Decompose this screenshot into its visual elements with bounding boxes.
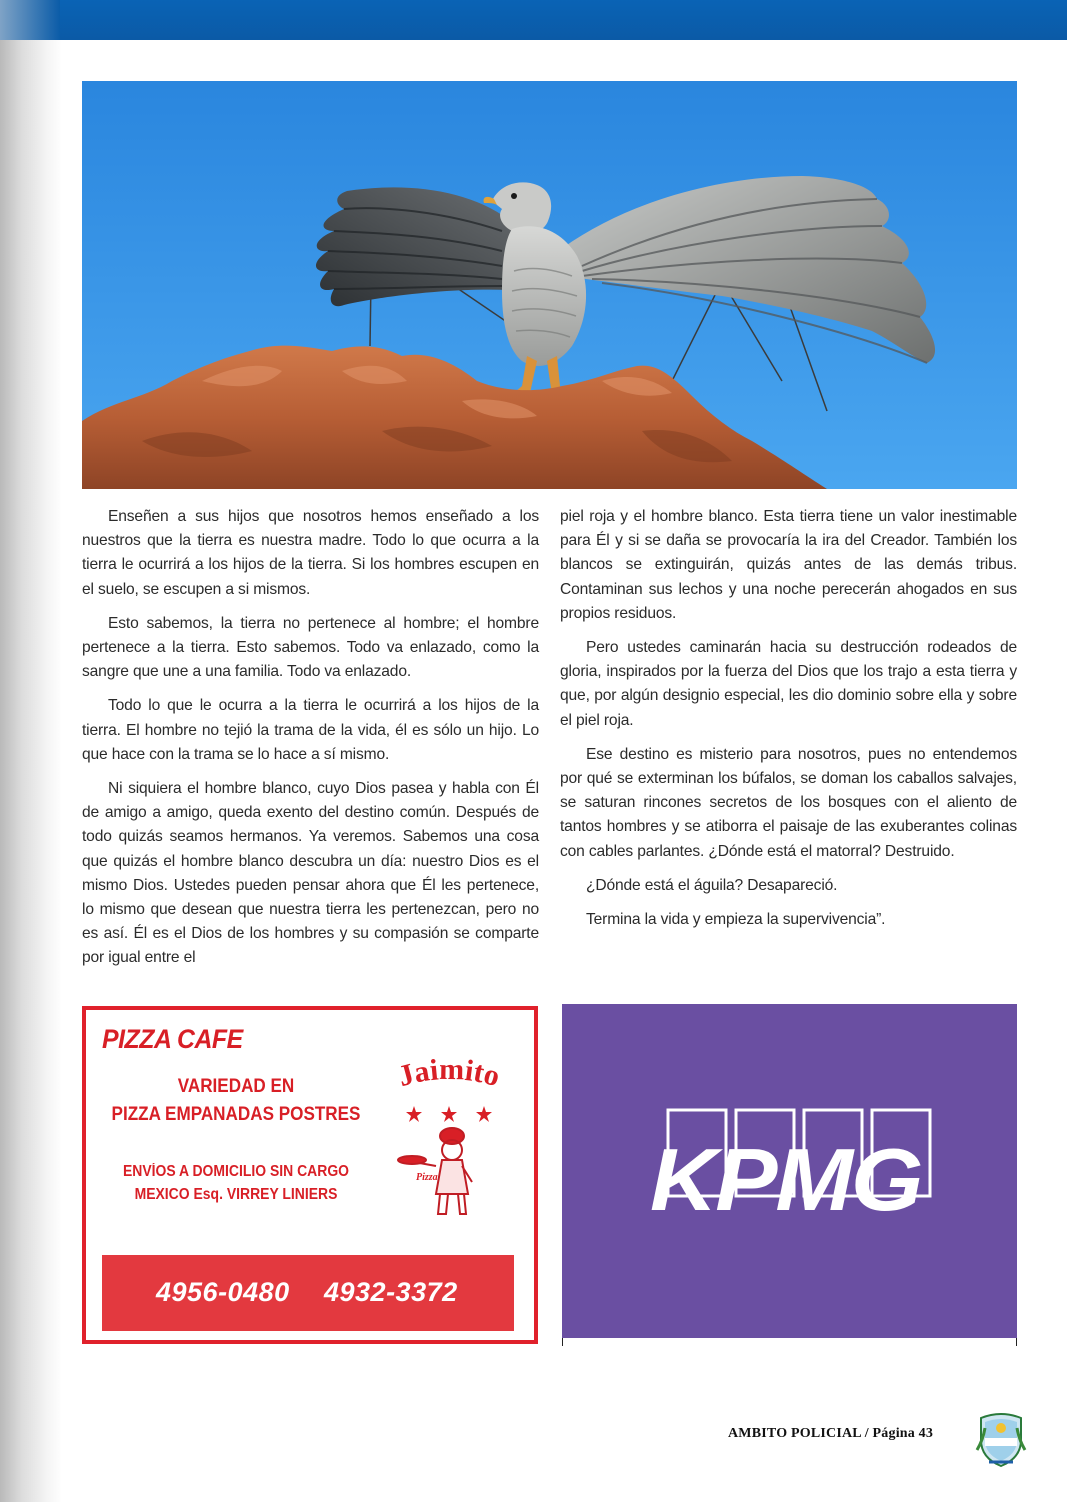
article-paragraph: Termina la vida y empieza la supervivencia”. [586,911,886,929]
article-paragraph: Esto sabemos, la tierra no pertenece al hombre; el hombre pertenece a la tierra. Esto sabemos. Todo va enlazado, como la sangre que une a una familia. Todo va enlazado. [82,614,539,681]
pizza-ad-line: VARIEDAD EN [177,1076,295,1097]
article-paragraph: Enseñen a sus hijos que nosotros hemos enseñado a los nuestros que la tierra es nuestra madre. Todo lo que ocurra a la tierra le ocurrirá a los hijos de la tierra. Si los hombres escupen en el suelo, se escupen a si mismos. [82,508,539,598]
article-column-right [560,505,1017,942]
pizza-ad-delivery: ENVÍOS A DOMICILIO SIN CARGO [122,1163,350,1180]
chef-icon [398,1128,472,1214]
page-footer: AMBITO POLICIAL / Página 43 [728,1426,934,1441]
pizza-ad-address: MEXICO Esq. VIRREY LINIERS [134,1186,338,1203]
pizza-phone-number: 4956-0480 [156,1277,290,1307]
article-paragraph: Todo lo que le ocurra a la tierra le ocurrirá a los hijos de la tierra. El hombre no tejió la trama de la vida, él es sólo un hijo. Lo que hace con la trama se lo hace a sí mismo. [82,697,539,763]
kpmg-ad-edge [562,1338,1017,1346]
pizza-phone-banner [102,1255,514,1331]
eagle-statue-photo [82,81,1017,489]
article-paragraph: Ni siquiera el hombre blanco, cuyo Dios pasea y habla con Él de amigo a amigo, queda exento del destino común. Después de todo quizás seamos hermanos. Ya veremos. Sabemos una cosa que quizás el hombre blanco descubra un día: nuestro Dios es el mismo Dios. Ustedes pueden pensar ahora que Él les pertenece, lo mismo que desean que nuestra tierra les pertenezcan, pero no es así. Él es el Dios de los hombres y su compasión se comparte por igual entre el [82,780,539,967]
pizza-phone-number: 4932-3372 [324,1277,458,1307]
article-paragraph: Ese destino es misterio para nosotros, pues no entendemos por qué se exterminan los búfalos, se doman los caballos salvajes, se saturan rincones secretos de los bosques con el aliento de tantos hombres y se atiborra el paisaje de las exuberantes colinas con cables parlantes. ¿Dónde está el matorral? Destruido. [560,745,1017,860]
crest-icon [975,1410,1027,1468]
pizza-cafe-ad [82,1006,538,1344]
kpmg-logo-text: KPMG [650,1130,922,1229]
top-color-bar [0,0,1067,40]
jaimito-logo-text: Jaimito [394,1054,504,1094]
pizza-ad-title: PIZZA CAFE [102,1024,243,1054]
eagle-statue-illustration [82,81,1017,489]
article-paragraph: ¿Dónde está el águila? Desapareció. [586,876,838,894]
article-column-left [82,505,539,981]
jaimito-logo-small: Pizza [416,1172,438,1183]
article-paragraph: Pero ustedes caminarán hacia su destrucción rodeados de gloria, inspirados por la fuerza del Dios que los trajo a esta tierra y que, por algún designio especial, les dio dominio sobre ella y sobre el piel roja. [560,639,1017,729]
article-paragraph: piel roja y el hombre blanco. Esta tierra tiene un valor inestimable para Él y si se daña se provocaría la ira del Creador. También los blancos se extinguirán, quizás antes de las demás tribus. Contaminan sus lechos y una noche perecerán ahogados en sus propios residuos. [560,508,1017,622]
jaimito-logo [374,1054,524,1224]
page-gutter-shadow [0,0,62,1502]
pizza-ad-line: PIZZA EMPANADAS POSTRES [111,1104,361,1125]
kpmg-ad [562,1004,1017,1338]
